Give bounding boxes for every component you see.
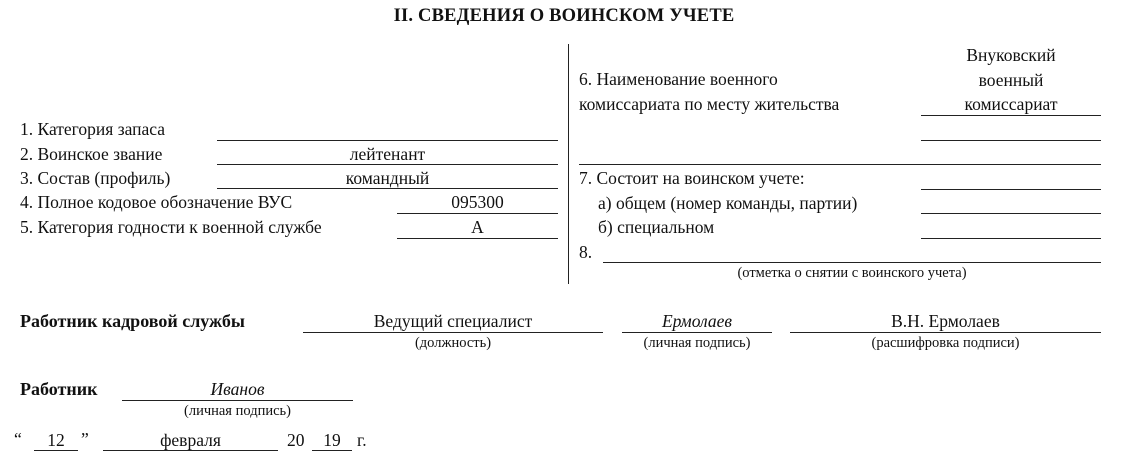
field-line-rank[interactable]: [217, 164, 558, 165]
date-year-unit: г.: [357, 430, 367, 450]
date-year-line[interactable]: [312, 450, 352, 451]
item6-line-full[interactable]: [579, 164, 1101, 165]
field-label-fitness: 5. Категория годности к военной службе: [20, 217, 322, 237]
employee-signature-value: Иванов: [210, 379, 265, 399]
hr-worker-label: Работник кадровой службы: [20, 311, 245, 331]
item8-line[interactable]: [603, 262, 1101, 263]
date-day-line[interactable]: [34, 450, 78, 451]
item6-line-2[interactable]: [921, 140, 1101, 141]
employee-signature-line[interactable]: [122, 400, 353, 401]
field-value-rank: лейтенант: [349, 144, 426, 164]
date-year-prefix: 20: [287, 430, 305, 450]
item6-value-line3: комиссариат: [964, 94, 1058, 114]
item8-label: 8.: [579, 242, 593, 262]
field-line-profile[interactable]: [217, 188, 558, 189]
item8-caption: (отметка о снятии с воинского учета): [737, 265, 967, 281]
column-divider: [568, 44, 569, 284]
item6-label-line1: 6. Наименование военного: [579, 69, 778, 89]
field-label-rank: 2. Воинское звание: [20, 144, 163, 164]
field-line-vus[interactable]: [397, 213, 558, 214]
field-value-vus: 095300: [451, 192, 504, 212]
date-close-quote: ”: [81, 429, 89, 449]
item6-line-1[interactable]: [921, 115, 1101, 116]
item7a-line[interactable]: [921, 213, 1101, 214]
hr-name-value: В.Н. Ермолаев: [891, 311, 1000, 331]
date-day-value: 12: [47, 430, 65, 450]
item6-value-line1: Внуковский: [966, 45, 1056, 65]
item6-value-line2: военный: [978, 70, 1044, 90]
hr-signature-caption: (личная подпись): [643, 335, 751, 351]
field-label-reserve-category: 1. Категория запаса: [20, 119, 166, 139]
hr-position-line[interactable]: [303, 332, 603, 333]
employee-signature-caption: (личная подпись): [184, 403, 291, 419]
hr-signature-line[interactable]: [622, 332, 772, 333]
item7-label: 7. Состоит на воинском учете:: [579, 168, 805, 188]
date-month-line[interactable]: [103, 450, 278, 451]
hr-name-caption: (расшифровка подписи): [871, 335, 1020, 351]
hr-signature-value: Ермолаев: [661, 311, 732, 331]
item6-label-line2: комиссариата по месту жительства: [579, 94, 840, 114]
date-open-quote: “: [14, 429, 22, 449]
item7b-line[interactable]: [921, 238, 1101, 239]
date-month-value: февраля: [160, 430, 221, 450]
item7b-label: б) специальном: [598, 217, 715, 237]
field-value-profile: командный: [345, 168, 430, 188]
hr-name-line[interactable]: [790, 332, 1101, 333]
hr-position-value: Ведущий специалист: [373, 311, 533, 331]
field-line-reserve-category[interactable]: [217, 140, 558, 141]
hr-position-caption: (должность): [414, 335, 492, 351]
item7a-label: а) общем (номер команды, партии): [598, 193, 858, 213]
date-year-value: 19: [323, 430, 341, 450]
item7-line[interactable]: [921, 189, 1101, 190]
field-label-profile: 3. Состав (профиль): [20, 168, 171, 188]
field-value-fitness: А: [471, 217, 484, 237]
field-line-fitness[interactable]: [397, 238, 558, 239]
field-label-vus: 4. Полное кодовое обозначение ВУС: [20, 192, 293, 212]
employee-label: Работник: [20, 379, 98, 399]
section-title: II. СВЕДЕНИЯ О ВОИНСКОМ УЧЕТЕ: [393, 6, 735, 26]
